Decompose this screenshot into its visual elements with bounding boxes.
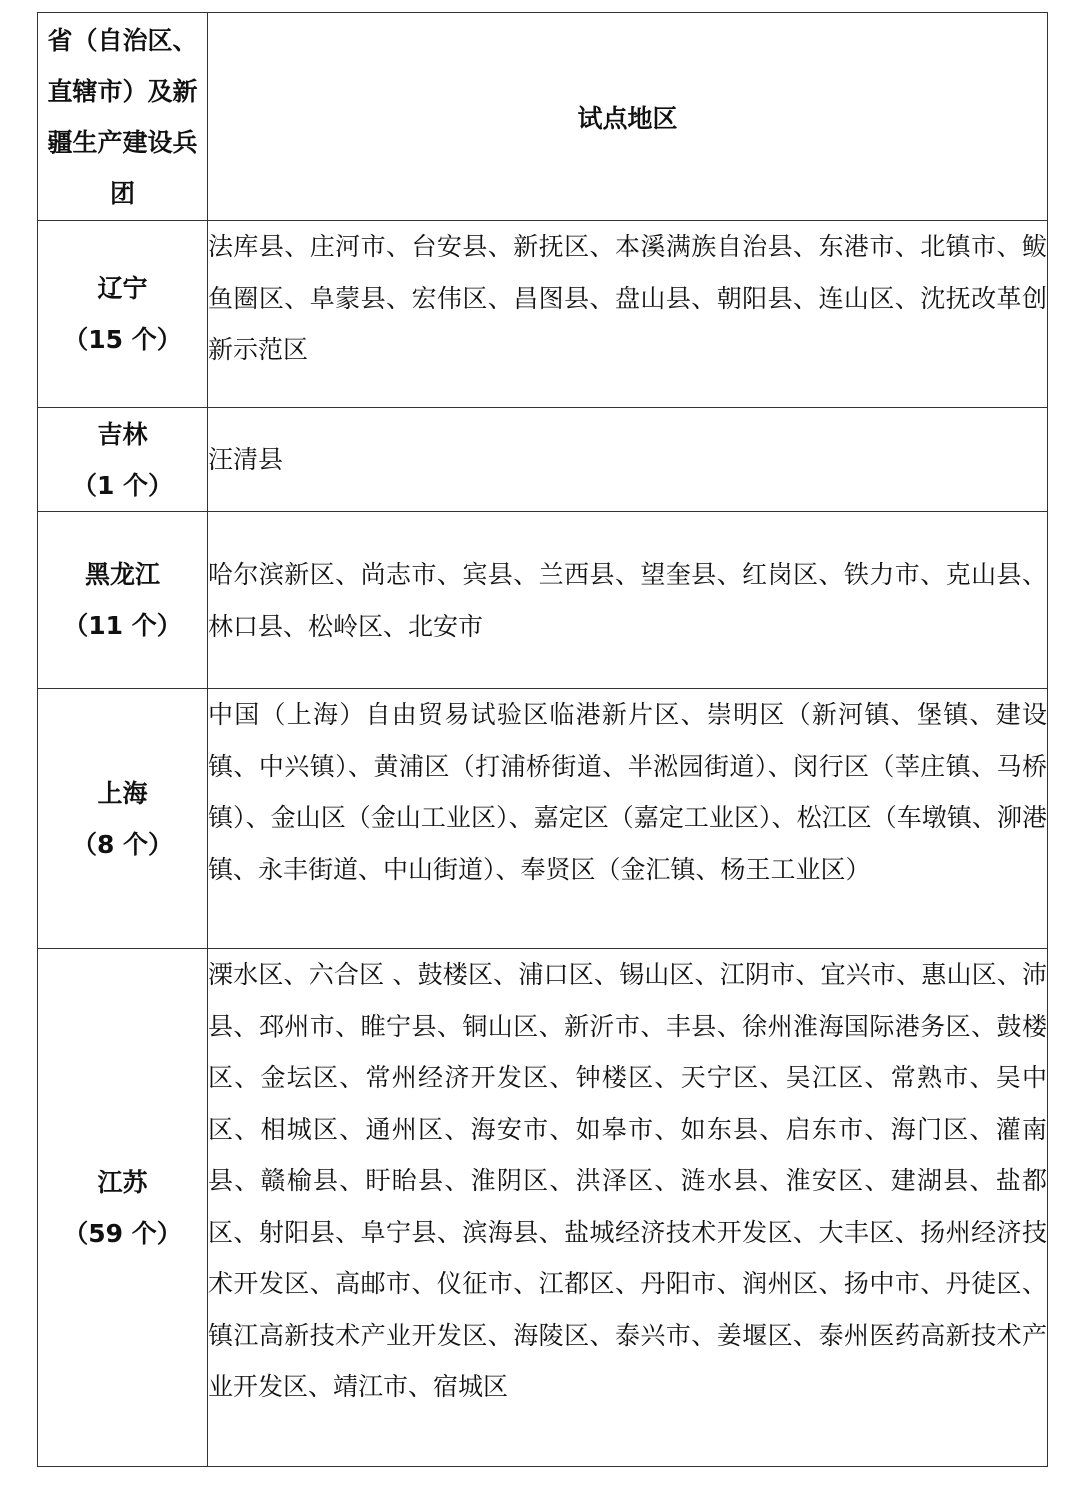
areas-cell: 哈尔滨新区、尚志市、宾县、兰西县、望奎县、红岗区、铁力市、克山县、林口县、松岭区、北安市 [208, 512, 1048, 689]
province-cell [38, 408, 208, 512]
table-row-shanghai [38, 689, 1048, 949]
province-name: 吉林 [97, 419, 148, 449]
table-header-row [38, 13, 1048, 221]
table-row-jiangsu [38, 949, 1048, 1467]
province-cell [38, 949, 208, 1467]
province-count: （1 个） [71, 470, 174, 500]
province-name: 黑龙江 [84, 560, 160, 589]
pilot-areas-table [37, 12, 1048, 1467]
province-name: 江苏 [97, 1167, 148, 1197]
header-areas: 试点地区 [208, 13, 1048, 221]
table-row-jilin [38, 408, 1048, 512]
province-name: 上海 [97, 778, 148, 808]
table-row-liaoning [38, 221, 1048, 408]
province-count: （11 个） [63, 611, 182, 640]
province-cell [38, 689, 208, 949]
areas-cell: 汪清县 [208, 408, 1048, 512]
province-count: （15 个） [63, 325, 182, 354]
province-count: （8 个） [71, 829, 174, 859]
province-cell [38, 221, 208, 408]
province-cell [38, 512, 208, 689]
province-name: 辽宁 [97, 274, 148, 303]
areas-cell: 法库县、庄河市、台安县、新抚区、本溪满族自治县、东港市、北镇市、鲅鱼圈区、阜蒙县、宏伟区、昌图县、盘山县、朝阳县、连山区、沈抚改革创新示范区 [208, 221, 1048, 408]
areas-cell: 中国（上海）自由贸易试验区临港新片区、崇明区（新河镇、堡镇、建设镇、中兴镇）、黄浦区（打浦桥街道、半淞园街道）、闵行区（莘庄镇、马桥镇）、金山区（金山工业区）、嘉定区（嘉定工业区）、松江区（车墩镇、泖港镇、永丰街道、中山街道）、奉贤区（金汇镇、杨王工业区） [208, 689, 1048, 949]
header-province: 省（自治区、直辖市）及新疆生产建设兵团 [38, 13, 208, 221]
areas-cell: 溧水区、六合区 、鼓楼区、浦口区、锡山区、江阴市、宜兴市、惠山区、沛县、邳州市、睢宁县、铜山区、新沂市、丰县、徐州淮海国际港务区、鼓楼区、金坛区、常州经济开发区、钟楼区、天宁区、吴江区、常熟市、吴中区、相城区、通州区、海安市、如皋市、如东县、启东市、海门区、灌南县、赣榆县、盱眙县、淮阴区、洪泽区、涟水县、淮安区、建湖县、盐都区、射阳县、阜宁县、滨海县、盐城经济技术开发区、大丰区、扬州经济技术开发区、高邮市、仪征市、江都区、丹阳市、润州区、扬中市、丹徒区、镇江高新技术产业开发区、海陵区、泰兴市、姜堰区、泰州医药高新技术产业开发区、靖江市、宿城区 [208, 949, 1048, 1467]
table-row-heilongjiang [38, 512, 1048, 689]
province-count: （59 个） [63, 1218, 182, 1248]
